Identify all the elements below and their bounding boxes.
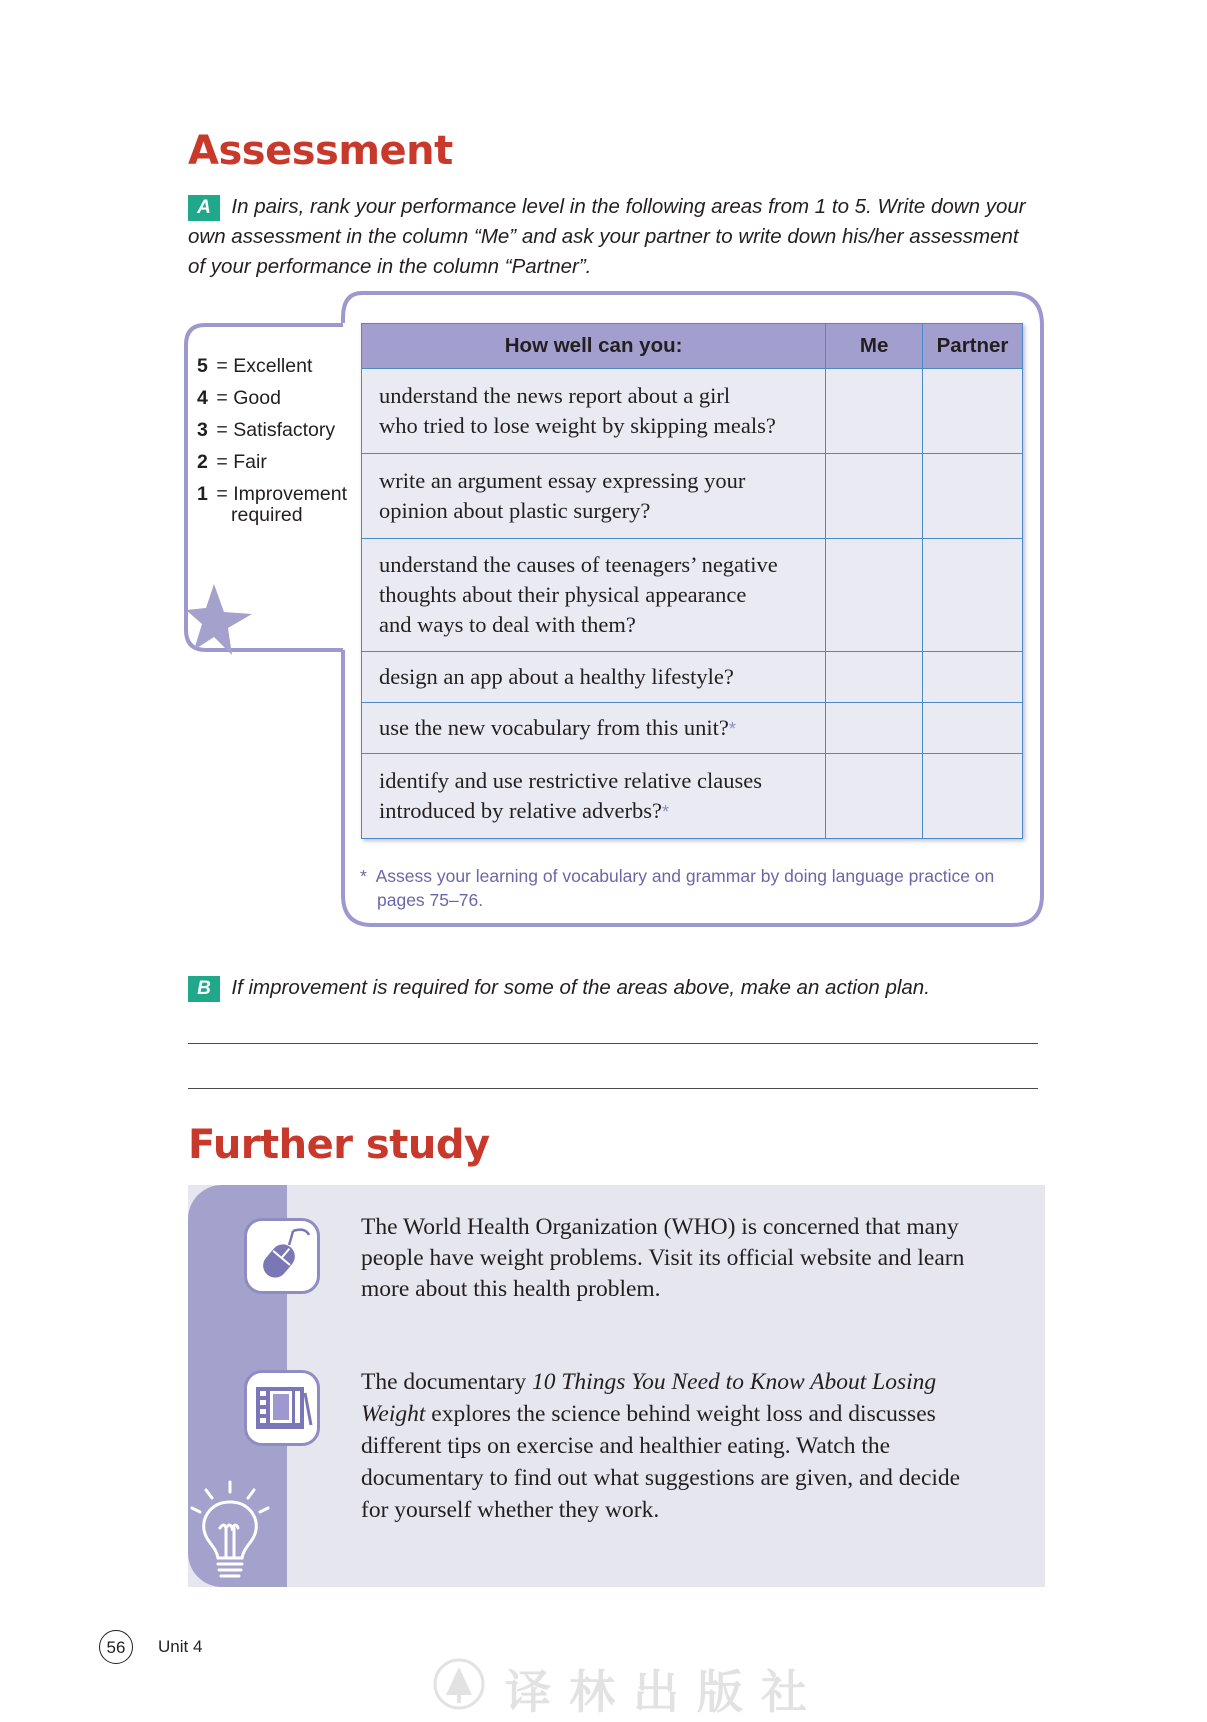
part-a-line-1: In pairs, rank your performance level in the following areas from 1 to 5. Write down your: [231, 195, 1026, 218]
asterisk-mark: *: [728, 718, 736, 739]
table-row: [362, 369, 1023, 454]
me-rating-cell[interactable]: [826, 754, 923, 839]
part-b-text: If improvement is required for some of the areas above, make an action plan.: [231, 976, 930, 999]
skill-cell: design an app about a healthy lifestyle?: [362, 652, 826, 703]
unit-label: Unit 4: [158, 1637, 203, 1656]
scale-item-5: 5 = Excellent: [197, 355, 313, 377]
publisher-watermark: 译林出版社: [505, 1665, 825, 1719]
table-row: [362, 652, 1023, 703]
partner-rating-cell[interactable]: [923, 369, 1023, 454]
study-item-who-line-1: The World Health Organization (WHO) is concerned that many: [361, 1214, 959, 1240]
skill-cell: understand the news report about a girl who tried to lose weight by skipping meals?: [362, 369, 826, 454]
rating-scale: [197, 350, 357, 526]
skill-cell: identify and use restrictive relative clauses introduced by relative adverbs?*: [362, 754, 826, 839]
me-rating-cell[interactable]: [826, 652, 923, 703]
documentary-title: 10 Things You Need to Know About Losing: [531, 1369, 937, 1395]
partner-rating-cell[interactable]: [923, 652, 1023, 703]
action-plan-line-1[interactable]: [188, 1043, 1038, 1044]
scale-item-4: 4 = Good: [197, 387, 281, 409]
study-item-documentary-line-5: for yourself whether they work.: [361, 1497, 660, 1523]
action-plan-line-2[interactable]: [188, 1088, 1038, 1089]
scale-item-3: 3 = Satisfactory: [197, 419, 336, 441]
study-item-who: [361, 1212, 1041, 1305]
scale-item-2: 2 = Fair: [197, 451, 267, 473]
page-number: 56: [99, 1630, 133, 1664]
table-row: [362, 454, 1023, 539]
part-a-badge: A: [188, 195, 220, 221]
publisher-logo-icon: [432, 1657, 486, 1711]
table-header-row: [362, 324, 1023, 369]
skill-cell: write an argument essay expressing your opinion about plastic surgery?: [362, 454, 826, 539]
scale-item-1: 1 = Improvement: [197, 483, 348, 505]
assessment-table: [361, 323, 1023, 839]
study-item-who-line-3: more about this health problem.: [361, 1276, 661, 1302]
table-row: [362, 539, 1023, 652]
part-a-line-3: of your performance in the column “Partner”.: [188, 255, 592, 278]
partner-rating-cell[interactable]: [923, 703, 1023, 754]
header-how-well: How well can you:: [362, 324, 826, 369]
part-b-badge: B: [188, 976, 220, 1002]
further-study-title: Further study: [188, 1122, 490, 1168]
study-item-who-line-2: people have weight problems. Visit its official website and learn: [361, 1245, 965, 1271]
header-partner: Partner: [923, 324, 1023, 369]
me-rating-cell[interactable]: [826, 369, 923, 454]
me-rating-cell[interactable]: [826, 703, 923, 754]
star-icon: [186, 584, 252, 655]
partner-rating-cell[interactable]: [923, 754, 1023, 839]
computer-mouse-icon: [244, 1218, 320, 1294]
partner-rating-cell[interactable]: [923, 454, 1023, 539]
film-strip-icon: [244, 1370, 320, 1446]
scale-item-1-continued: required: [231, 504, 303, 526]
study-item-documentary-line-3: different tips on exercise and healthier eating. Watch the: [361, 1433, 891, 1459]
assessment-title: Assessment: [188, 128, 453, 174]
header-me: Me: [826, 324, 923, 369]
skill-cell: use the new vocabulary from this unit?*: [362, 703, 826, 754]
table-row: [362, 703, 1023, 754]
partner-rating-cell[interactable]: [923, 539, 1023, 652]
part-a-line-2: own assessment in the column “Me” and ask your partner to write down his/her assessment: [188, 225, 1019, 248]
asterisk-mark: *: [662, 801, 670, 822]
skill-cell: understand the causes of teenagers’ negative thoughts about their physical appearance and ways to deal with them?: [362, 539, 826, 652]
table-row: [362, 754, 1023, 839]
me-rating-cell[interactable]: [826, 539, 923, 652]
part-b-instructions: [188, 973, 1048, 1003]
light-bulb-icon: [186, 1478, 276, 1588]
study-item-documentary: The documentary 10 Things You Need to Know About Losing Weight explores the science behind weight loss and discusses different tips on exercise and healthier eating. Watch the documentary to find out what suggestions are given, and decide for yourself whether they work.: [361, 1366, 1041, 1526]
me-rating-cell[interactable]: [826, 454, 923, 539]
table-footnote: * Assess your learning of vocabulary and grammar by doing language practice on pages 75–76.: [360, 866, 995, 910]
study-item-documentary-line-4: documentary to find out what suggestions are given, and decide: [361, 1465, 961, 1491]
